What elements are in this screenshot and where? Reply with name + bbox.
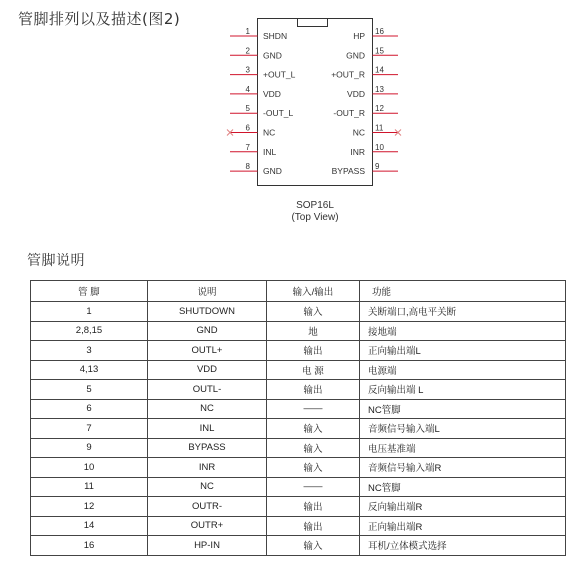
pin-table-section-title: 管脚说明 xyxy=(27,253,85,269)
cell-io: 电 源 xyxy=(267,360,360,380)
cell-function: 正向输出端R xyxy=(360,516,566,536)
header-description: 说明 xyxy=(148,281,267,302)
left-pin-number: 5 xyxy=(245,104,250,114)
cell-function: 电压基准端 xyxy=(360,438,566,458)
left-pin-label: INL xyxy=(263,146,277,157)
cell-pin: 14 xyxy=(31,516,148,536)
cell-io: 输出 xyxy=(267,497,360,517)
cell-function: 正向输出端L xyxy=(360,341,566,361)
right-pin-number: 13 xyxy=(375,84,384,94)
table-row xyxy=(31,497,566,517)
cell-function: 音频信号输入端L xyxy=(360,419,566,439)
pinout-section-title: 管脚排列以及描述(图2) xyxy=(18,10,181,28)
cell-pin: 2,8,15 xyxy=(31,321,148,341)
table-row xyxy=(31,536,566,556)
left-pin-number: 1 xyxy=(245,27,250,36)
cell-io: 输出 xyxy=(267,341,360,361)
table-body xyxy=(31,302,566,556)
cell-pin: 4,13 xyxy=(31,360,148,380)
table-row xyxy=(31,477,566,497)
cell-description: SHUTDOWN xyxy=(148,302,267,322)
cell-pin: 1 xyxy=(31,302,148,322)
cell-pin: 11 xyxy=(31,477,148,497)
cell-pin: 3 xyxy=(31,341,148,361)
cell-io: 输入 xyxy=(267,419,360,439)
right-pin-number: 14 xyxy=(375,65,384,75)
table-row xyxy=(31,419,566,439)
chip-notch xyxy=(298,19,328,27)
right-pin-number: 15 xyxy=(375,46,384,56)
cell-function: 反向输出端R xyxy=(360,497,566,517)
right-pin-number: 9 xyxy=(375,162,380,172)
left-pin-label: -OUT_L xyxy=(263,108,294,119)
cell-description: GND xyxy=(148,321,267,341)
cell-pin: 12 xyxy=(31,497,148,517)
cell-io: 输入 xyxy=(267,458,360,478)
left-pin-number: 3 xyxy=(245,65,250,75)
left-pin-label: VDD xyxy=(263,88,281,99)
table-row xyxy=(31,302,566,322)
table-row xyxy=(31,438,566,458)
cell-function: 关断端口,高电平关断 xyxy=(360,302,566,322)
cell-io: 输出 xyxy=(267,516,360,536)
left-pin-label: NC xyxy=(263,127,276,138)
left-pin-number: 2 xyxy=(245,46,250,56)
right-pin-label: HP xyxy=(353,31,365,41)
cell-io: 地 xyxy=(267,321,360,341)
right-pin-number: 10 xyxy=(375,142,384,152)
table-row xyxy=(31,360,566,380)
right-pin-label: VDD xyxy=(347,88,365,99)
cell-io: 输出 xyxy=(267,380,360,400)
cell-function: 音频信号输入端R xyxy=(360,458,566,478)
package-name: SOP16L xyxy=(296,200,334,211)
cell-io: 输入 xyxy=(267,536,360,556)
left-pin-label: GND xyxy=(263,50,282,61)
cell-function: 接地端 xyxy=(360,321,566,341)
header-io: 输入/输出 xyxy=(267,281,360,302)
cell-io: 输入 xyxy=(267,302,360,322)
table-row xyxy=(31,516,566,536)
cell-description: OUTL+ xyxy=(148,341,267,361)
table-header-row xyxy=(31,281,566,302)
left-pin-number: 4 xyxy=(245,84,250,94)
cell-description: INR xyxy=(148,458,267,478)
left-pin-label: SHDN xyxy=(263,31,288,41)
cell-pin: 16 xyxy=(31,536,148,556)
cell-description: OUTR+ xyxy=(148,516,267,536)
cell-description: OUTR- xyxy=(148,497,267,517)
cell-description: VDD xyxy=(148,360,267,380)
cell-function: 反向输出端 L xyxy=(360,380,566,400)
table-row xyxy=(31,321,566,341)
cell-io: —— xyxy=(267,399,360,419)
left-pin-label: GND xyxy=(263,166,282,177)
left-pin-number: 7 xyxy=(245,142,250,152)
left-pin-number: 8 xyxy=(245,162,250,172)
cell-function: 电源端 xyxy=(360,360,566,380)
right-pin-number: 12 xyxy=(375,104,384,114)
package-view: (Top View) xyxy=(291,212,339,223)
right-pin-label: BYPASS xyxy=(331,166,365,177)
pin-description-table xyxy=(30,280,566,556)
cell-io: —— xyxy=(267,477,360,497)
cell-function: NC管脚 xyxy=(360,399,566,419)
cell-description: NC xyxy=(148,399,267,419)
chip-body xyxy=(258,19,373,186)
table-row xyxy=(31,399,566,419)
cell-pin: 9 xyxy=(31,438,148,458)
cell-description: NC xyxy=(148,477,267,497)
cell-function: NC管脚 xyxy=(360,477,566,497)
cell-description: OUTL- xyxy=(148,380,267,400)
table-row xyxy=(31,458,566,478)
cell-pin: 6 xyxy=(31,399,148,419)
left-pin-number: 6 xyxy=(245,123,250,133)
right-pin-label: NC xyxy=(352,127,365,138)
right-pin-label: -OUT_R xyxy=(333,108,365,119)
cell-pin: 10 xyxy=(31,458,148,478)
header-pin: 管 脚 xyxy=(31,281,148,302)
table-row xyxy=(31,341,566,361)
table-row xyxy=(31,380,566,400)
cell-description: INL xyxy=(148,419,267,439)
cell-function: 耳机/立体模式选择 xyxy=(360,536,566,556)
right-pin-label: INR xyxy=(350,146,365,157)
right-pin-label: +OUT_R xyxy=(331,69,365,80)
left-pin-label: +OUT_L xyxy=(263,69,296,80)
right-pin-number: 11 xyxy=(375,123,384,133)
cell-description: HP-IN xyxy=(148,536,267,556)
cell-description: BYPASS xyxy=(148,438,267,458)
right-pin-number: 16 xyxy=(375,27,384,36)
cell-io: 输入 xyxy=(267,438,360,458)
header-function: 功能 xyxy=(360,281,566,302)
right-pin-label: GND xyxy=(346,50,365,61)
cell-pin: 7 xyxy=(31,419,148,439)
cell-pin: 5 xyxy=(31,380,148,400)
